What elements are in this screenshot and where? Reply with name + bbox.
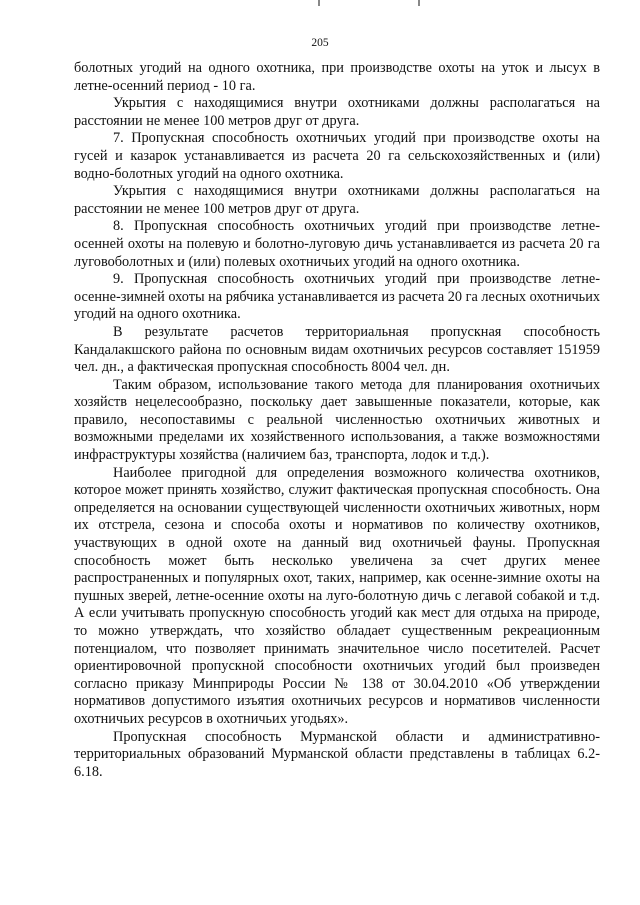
- paragraph: Укрытия с находящимися внутри охотниками должны располагаться на расстоянии не менее 100 метров друг от друга.: [74, 183, 600, 217]
- paragraph-item-9: 9. Пропускная способность охотничьих угодий при производстве летне-осенне-зимней охоты на рябчика устанавливается из расчета 20 га лесных охотничьих угодий на одного охотника.: [74, 271, 600, 323]
- paragraph: В результате расчетов территориальная пропускная способность Кандалакшского района по основным видам охотничьих ресурсов составляет 151959 чел. дн., а фактическая пропускная способность 8004 чел. дн.: [74, 323, 600, 376]
- paragraph-item-8: 8. Пропускная способность охотничьих угодий при производстве летне-осенней охоты на полевую и болотно-луговую дичь устанавливается из расчета 20 га луговоболотных и (или) полевых охотничьих угодий на одного охотника.: [74, 218, 600, 270]
- scan-marks: [318, 0, 438, 8]
- paragraph: Наиболее пригодной для определения возможного количества охотников, которое может принять хозяйство, служит фактическая пропускная способность. Она определяется на основании существующей численности охотничьих животных, норм их отстрела, сезона и способа охоты и нормативов по количеству охотников, участвующих в одной охоте на данный вид охотничьей фауны. Пропускная способность может быть несколько увеличена за счет других менее распространенных и популярных охот, таких, например, как осенне-зимние охоты на пушных зверей, летне-осенние охоты на луго-болотную дичь с легавой собакой и т.д. А если учитывать пропускную способность угодий как мест для отдыха на природе, то можно утверждать, что хозяйство обладает существенным рекреационным потенциалом, что позволяет принимать значительное число посетителей. Расчет ориентировочной пропускной способности охотничьих угодий был произведен согласно приказу Минприроды России № 138 от 30.04.2010 «Об утверждении нормативов допустимого изъятия охотничьих ресурсов и нормативов численности охотничьих ресурсов в охотничьих угодьях».: [74, 464, 600, 727]
- paragraph-continuation: болотных угодий на одного охотника, при производстве охоты на уток и лысух в летне-осенний период - 10 га.: [74, 60, 600, 94]
- paragraph: Укрытия с находящимися внутри охотниками должны располагаться на расстоянии не менее 100 метров друг от друга.: [74, 95, 600, 129]
- body-text: [74, 60, 600, 781]
- paragraph: Пропускная способность Мурманской области и административно-территориальных образований Мурманской области представлены в таблицах 6.2-6.18.: [74, 728, 600, 780]
- paragraph-item-7: 7. Пропускная способность охотничьих угодий при производстве охоты на гусей и казарок устанавливается из расчета 20 га сельскохозяйственных и (или) водно-болотных угодий на одного охотника.: [74, 130, 600, 182]
- paragraph: Таким образом, использование такого метода для планирования охотничьих хозяйств нецелесообразно, поскольку дает завышенные показатели, которые, как правило, несопоставимы с реальной численностью охотничьих животных и возможными пределами их хозяйственного использования, а также возможностями инфраструктуры хозяйства (наличием баз, транспорта, лодок и т.д.).: [74, 376, 600, 464]
- page-number: 205: [311, 37, 329, 49]
